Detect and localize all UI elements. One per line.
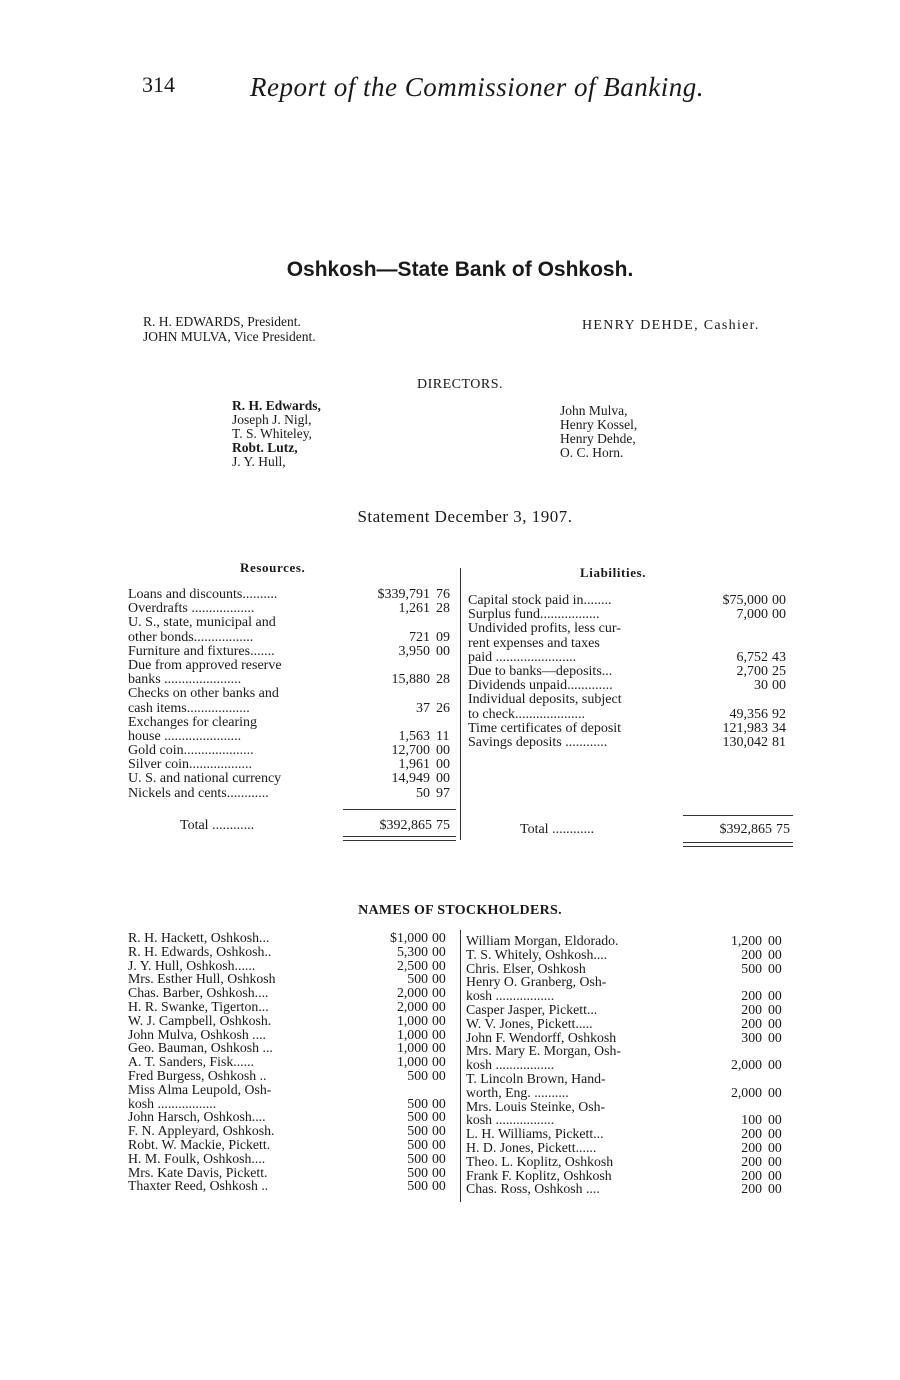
officer-president: R. H. EDWARDS, President. [143, 314, 301, 329]
stockholder-row-label: F. N. Appleyard, Oshkosh. [128, 1124, 275, 1138]
liability-row-cents: 00 [772, 593, 786, 608]
director-name: R. H. Edwards, [232, 398, 321, 413]
stockholder-row-label: kosh ................. [466, 1058, 555, 1072]
resource-row-cents: 76 [436, 587, 450, 602]
stockholder-row-cents: 00 [432, 998, 446, 1014]
stockholder-row-label: T. S. Whitely, Oshkosh.... [466, 947, 608, 962]
stockholder-row-amount: 500 [407, 1067, 428, 1083]
stockholder-row-label: W. V. Jones, Pickett..... [466, 1016, 593, 1031]
resource-row-label: Due from approved reserve [128, 658, 282, 673]
resource-row [128, 702, 458, 716]
resource-row-cents: 97 [436, 785, 450, 801]
liabilities-total-amount: $392,865 [719, 822, 772, 837]
director-name: Henry Kossel, [560, 417, 638, 432]
stockholder-row [466, 1100, 796, 1114]
stockholder-row-label: Mrs. Louis Steinke, Osh- [466, 1099, 606, 1114]
stockholder-row-amount: 2,000 [730, 1057, 762, 1073]
resource-row [128, 687, 458, 701]
stockholder-row-cents: 00 [432, 985, 446, 1001]
resource-row-cents: 00 [436, 643, 450, 659]
liability-row-label: Due to banks—deposits... [468, 664, 613, 679]
resource-row-label: Loans and discounts.......... [128, 588, 278, 602]
resource-row [128, 616, 458, 630]
stockholder-row-label: A. T. Sanders, Fisk...... [128, 1055, 254, 1069]
resource-row-cents: 28 [436, 601, 450, 617]
directors-heading: DIRECTORS. [416, 377, 504, 392]
stockholder-row-cents: 00 [768, 1139, 782, 1155]
stockholder-row-amount: 500 [407, 971, 428, 987]
resource-row [128, 659, 458, 673]
stockholder-row-amount: 1,200 [730, 933, 762, 948]
stockholder-row-cents: 00 [768, 1181, 782, 1197]
stockholder-row [128, 959, 458, 973]
stockholder-row [466, 1086, 796, 1100]
stockholder-row-cents: 00 [768, 1015, 782, 1031]
stockholder-row [128, 1110, 458, 1124]
stockholder-row-amount: 2,500 [396, 957, 428, 973]
stockholder-row-amount: 200 [741, 1015, 762, 1031]
resource-row-label: banks ...................... [128, 673, 242, 688]
stockholder-row-amount: 500 [407, 1095, 428, 1111]
resource-row [128, 787, 458, 801]
resource-row-label: Gold coin.................... [128, 744, 254, 759]
stockholder-row [466, 1141, 796, 1155]
director-name: Joseph J. Nigl, [232, 412, 312, 427]
stockholder-row [128, 945, 458, 959]
stockholder-row-label: Frank F. Koplitz, Oshkosh [466, 1168, 612, 1183]
stockholder-row [128, 1166, 458, 1180]
stockholder-row [128, 1124, 458, 1138]
resource-row-amount: 50 [416, 785, 430, 801]
resource-row-amount: 1,563 [398, 728, 430, 744]
stockholder-row [466, 934, 796, 948]
liabilities-list [468, 594, 798, 750]
liability-row [468, 722, 798, 736]
resources-total-amount: $392,865 [379, 818, 432, 833]
stockholder-row [128, 1097, 458, 1111]
stockholder-row [466, 1017, 796, 1031]
stockholders-right-list [466, 934, 796, 1196]
stockholder-row [128, 1041, 458, 1055]
stockholder-row-cents: 00 [768, 946, 782, 962]
stockholder-row-label: Theo. L. Koplitz, Oshkosh [466, 1154, 614, 1169]
resources-double-rule [343, 836, 456, 837]
stockholder-row [466, 975, 796, 989]
stockholder-row-cents: 00 [768, 1167, 782, 1183]
running-title: Report of the Commissioner of Banking. [250, 72, 704, 102]
resource-row-amount: 721 [409, 629, 430, 645]
stockholder-row [466, 948, 796, 962]
liabilities-total-label: Total ............ [520, 822, 595, 837]
liabilities-total-row [520, 822, 800, 838]
stockholder-row-cents: 00 [768, 988, 782, 1004]
resource-row-amount: 15,880 [391, 672, 430, 688]
stockholder-row [466, 1031, 796, 1045]
liability-row-label: Individual deposits, subject [468, 693, 622, 708]
stockholder-row-label: worth, Eng. .......... [466, 1085, 569, 1100]
stockholder-row-label: H. R. Swanke, Tigerton... [128, 999, 269, 1014]
liability-row-label: Surplus fund................. [468, 608, 600, 623]
stockholder-row-cents: 00 [768, 1112, 782, 1128]
stockholder-row-cents: 00 [432, 1095, 446, 1111]
resources-total-cents: 75 [436, 818, 450, 833]
bank-title: Oshkosh—State Bank of Oshkosh. [286, 258, 634, 281]
stockholder-row-cents: 00 [768, 1153, 782, 1169]
stockholder-row-label: Chas. Barber, Oshkosh.... [128, 986, 269, 1000]
stockholder-row [128, 1055, 458, 1069]
stockholder-row-amount: 5,300 [396, 943, 428, 959]
stockholder-row-label: L. H. Williams, Pickett... [466, 1127, 604, 1141]
resource-row [128, 758, 458, 772]
resource-row-label: Overdrafts .................. [128, 602, 255, 617]
resources-total-row [180, 818, 460, 834]
liability-row-amount: 49,356 [729, 706, 768, 722]
stockholder-row-label: T. Lincoln Brown, Hand- [466, 1071, 606, 1086]
liability-row [468, 651, 798, 665]
liability-row-label: Time certificates of deposit [468, 721, 622, 736]
stockholder-row [466, 1058, 796, 1072]
resource-row-label: U. S., state, municipal and [128, 616, 276, 631]
stockholder-row-cents: 00 [768, 1029, 782, 1045]
stockholder-row-label: Geo. Bauman, Oshkosh ... [128, 1041, 273, 1056]
resources-double-rule [343, 840, 456, 841]
liability-row-label: paid ....................... [468, 650, 577, 665]
resource-row-amount: 1,261 [398, 601, 430, 617]
stockholder-row-cents: 00 [768, 1126, 782, 1142]
resource-row-amount: 3,950 [398, 643, 430, 659]
liability-row [468, 637, 798, 651]
liability-row-amount: 30 [754, 678, 768, 694]
stockholder-row-label: R. H. Hackett, Oshkosh... [128, 931, 270, 945]
stockholder-row-cents: 00 [768, 933, 782, 948]
liability-row-label: rent expenses and taxes [468, 636, 600, 651]
resource-row-cents: 11 [436, 728, 450, 744]
statement-heading: Statement December 3, 1907. [357, 507, 573, 526]
stockholder-row [466, 1113, 796, 1127]
stockholder-row-cents: 00 [432, 971, 446, 987]
stockholder-row-label: John Mulva, Oshkosh .... [128, 1027, 266, 1042]
stockholder-row-amount: 200 [741, 946, 762, 962]
resource-row-amount: 14,949 [391, 771, 430, 787]
stockholder-row-amount: 200 [741, 988, 762, 1004]
stockholder-row [128, 986, 458, 1000]
officers-left [143, 314, 316, 344]
stockholder-row-label: Casper Jasper, Pickett... [466, 1002, 598, 1017]
liability-row-label: Capital stock paid in........ [468, 594, 612, 608]
stockholder-row [466, 1182, 796, 1196]
stockholder-row [128, 1138, 458, 1152]
resource-row-amount: 1,961 [398, 757, 430, 773]
stockholder-row-amount: 500 [407, 1136, 428, 1152]
stockholder-row-cents: 00 [432, 1178, 446, 1194]
resource-row-label: house ...................... [128, 729, 242, 744]
stockholder-row-amount: 500 [741, 960, 762, 976]
stockholder-row-cents: 00 [432, 1164, 446, 1180]
stockholder-row-cents: 00 [432, 930, 446, 945]
stockholder-row-label: Fred Burgess, Oshkosh .. [128, 1068, 267, 1083]
stockholder-row [128, 1000, 458, 1014]
resource-row-label: Furniture and fixtures....... [128, 644, 275, 659]
stockholder-row [466, 1044, 796, 1058]
director-name: John Mulva, [560, 403, 628, 418]
stockholders-divider [460, 930, 461, 1202]
resource-row [128, 631, 458, 645]
stockholder-row [128, 931, 458, 945]
stockholder-row-cents: 00 [432, 957, 446, 973]
stockholder-row-cents: 00 [432, 1067, 446, 1083]
stockholder-row-amount: 200 [741, 1001, 762, 1017]
resource-row-cents: 26 [436, 700, 450, 716]
stockholder-row-amount: 1,000 [396, 1040, 428, 1056]
stockholder-row [128, 1014, 458, 1028]
stockholder-row-cents: 00 [432, 1026, 446, 1042]
resource-row [128, 744, 458, 758]
stockholder-row-amount: 200 [741, 1181, 762, 1197]
resource-row-label: other bonds................. [128, 630, 254, 645]
resource-row-label: cash items.................. [128, 701, 250, 716]
stockholder-row [128, 1083, 458, 1097]
director-name: Henry Dehde, [560, 431, 636, 446]
resource-row [128, 673, 458, 687]
stockholder-row [466, 1072, 796, 1086]
stockholder-row [466, 1003, 796, 1017]
resource-row [128, 588, 458, 602]
stockholder-row [128, 972, 458, 986]
stockholder-row [128, 1152, 458, 1166]
resources-total-rule [343, 809, 456, 810]
stockholder-row-amount: 200 [741, 1126, 762, 1142]
stockholder-row [466, 1155, 796, 1169]
resource-row-label: Nickels and cents............ [128, 786, 269, 801]
resource-row-cents: 00 [436, 771, 450, 787]
resource-row-amount: 37 [416, 700, 430, 716]
stockholder-row [466, 989, 796, 1003]
liability-row-label: Undivided profits, less cur- [468, 622, 621, 637]
liability-row-amount: 6,752 [736, 649, 768, 665]
director-name: T. S. Whiteley, [232, 426, 312, 441]
directors-left-column [232, 399, 321, 469]
stockholder-row-amount: 500 [407, 1150, 428, 1166]
stockholder-row [128, 1028, 458, 1042]
resource-row-amount: $339,791 [377, 587, 430, 602]
liabilities-heading: Liabilities. [580, 565, 647, 580]
directors-right-column [560, 404, 637, 460]
resource-row [128, 716, 458, 730]
liabilities-double-rule [683, 842, 793, 843]
stockholder-row-amount: 2,000 [396, 998, 428, 1014]
resource-row-label: Checks on other banks and [128, 687, 279, 702]
stockholder-row-label: J. Y. Hull, Oshkosh...... [128, 958, 256, 973]
stockholder-row-label: William Morgan, Eldorado. [466, 934, 619, 948]
stockholder-row-amount: 2,000 [730, 1084, 762, 1100]
page-number: 314 [142, 72, 175, 97]
officer-cashier: HENRY DEHDE, Cashier. [582, 318, 760, 333]
resource-row-label: Exchanges for clearing [128, 715, 258, 730]
director-name: O. C. Horn. [560, 445, 624, 460]
liability-row-amount: 2,700 [736, 663, 768, 679]
liability-row [468, 608, 798, 622]
liability-row [468, 708, 798, 722]
resource-row [128, 645, 458, 659]
resource-row [128, 730, 458, 744]
stockholder-row-amount: 200 [741, 1153, 762, 1169]
stockholder-row-amount: 1,000 [396, 1054, 428, 1070]
officer-vice-president: JOHN MULVA, Vice President. [143, 329, 316, 344]
stockholder-row-label: Chas. Ross, Oshkosh .... [466, 1182, 600, 1197]
stockholder-row-cents: 00 [768, 1084, 782, 1100]
liability-row-cents: 00 [772, 607, 786, 623]
liability-row-label: Dividends unpaid............. [468, 679, 613, 694]
stockholder-row-cents: 00 [432, 1136, 446, 1152]
stockholder-row-label: kosh ................. [128, 1096, 217, 1111]
resources-list [128, 588, 458, 801]
stockholder-row-amount: 500 [407, 1178, 428, 1194]
liability-row [468, 622, 798, 636]
director-name: Robt. Lutz, [232, 440, 298, 455]
stockholder-row-label: John Harsch, Oshkosh.... [128, 1110, 266, 1125]
liabilities-total-rule [683, 815, 793, 816]
stockholder-row-cents: 00 [432, 1109, 446, 1125]
liability-row-amount: $75,000 [722, 593, 768, 608]
stockholder-row-label: Thaxter Reed, Oshkosh .. [128, 1179, 269, 1194]
stockholder-row-amount: 2,000 [396, 985, 428, 1001]
stockholder-row-amount: 500 [407, 1123, 428, 1139]
stockholder-row [128, 1179, 458, 1193]
stockholder-row-label: kosh ................. [466, 989, 555, 1003]
liability-row-cents: 34 [772, 720, 786, 736]
liability-row-amount: 121,983 [722, 720, 768, 736]
liabilities-double-rule [683, 846, 793, 847]
resources-heading: Resources. [240, 560, 306, 575]
resource-row [128, 772, 458, 786]
stockholders-left-list [128, 931, 458, 1193]
stockholder-row-amount: 100 [741, 1112, 762, 1128]
resource-row-cents: 00 [436, 743, 450, 759]
stockholder-row-cents: 00 [432, 1150, 446, 1166]
stockholder-row-amount: 500 [407, 1109, 428, 1125]
stockholder-row-amount: 200 [741, 1139, 762, 1155]
liability-row-cents: 25 [772, 663, 786, 679]
resource-row-cents: 28 [436, 672, 450, 688]
stockholder-row-label: Miss Alma Leupold, Osh- [128, 1082, 272, 1097]
liability-row [468, 679, 798, 693]
stockholder-row [466, 962, 796, 976]
stockholder-row-cents: 00 [768, 1057, 782, 1073]
stockholder-row-label: kosh ................. [466, 1113, 555, 1128]
liability-row-amount: 130,042 [722, 734, 768, 750]
stockholder-row-amount: 200 [741, 1167, 762, 1183]
stockholder-row-cents: 00 [432, 943, 446, 959]
liability-row [468, 736, 798, 750]
liability-row-label: Savings deposits ............ [468, 735, 608, 750]
stockholder-row-label: H. D. Jones, Pickett...... [466, 1140, 597, 1155]
stockholder-row-amount: 300 [741, 1029, 762, 1045]
stockholder-row [128, 1069, 458, 1083]
resource-row-label: Silver coin.................. [128, 758, 253, 773]
stockholder-row [466, 1127, 796, 1141]
liability-row-amount: 7,000 [736, 607, 768, 623]
liability-row-cents: 92 [772, 706, 786, 722]
liabilities-total-cents: 75 [776, 822, 790, 837]
director-name: J. Y. Hull, [232, 454, 286, 469]
stockholder-row-label: Robt. W. Mackie, Pickett. [128, 1137, 271, 1152]
stockholder-row-cents: 00 [432, 1054, 446, 1070]
resource-row-amount: 12,700 [391, 743, 430, 759]
resource-row-cents: 09 [436, 629, 450, 645]
liability-row-cents: 81 [772, 734, 786, 750]
stockholder-row-cents: 00 [768, 1001, 782, 1017]
stockholder-row-label: H. M. Foulk, Oshkosh.... [128, 1151, 266, 1166]
stockholder-row-label: Mrs. Mary E. Morgan, Osh- [466, 1044, 621, 1059]
resource-row-label: U. S. and national currency [128, 772, 282, 787]
liability-row [468, 665, 798, 679]
resource-row [128, 602, 458, 616]
stockholder-row-amount: 1,000 [396, 1012, 428, 1028]
liability-row-cents: 00 [772, 678, 786, 694]
stockholder-row-label: W. J. Campbell, Oshkosh. [128, 1013, 272, 1028]
stockholder-row-cents: 00 [432, 1040, 446, 1056]
stockholder-row-label: Henry O. Granberg, Osh- [466, 975, 607, 990]
stockholder-row-label: R. H. Edwards, Oshkosh.. [128, 944, 272, 959]
liability-row-cents: 43 [772, 649, 786, 665]
stockholders-heading: NAMES OF STOCKHOLDERS. [358, 903, 562, 918]
stockholder-row-label: John F. Wendorff, Oshkosh [466, 1030, 617, 1045]
resource-row-cents: 00 [436, 757, 450, 773]
stockholder-row-label: Mrs. Kate Davis, Pickett. [128, 1165, 268, 1180]
stockholder-row-amount: 1,000 [396, 1026, 428, 1042]
stockholder-row-label: Mrs. Esther Hull, Oshkosh [128, 972, 276, 987]
stockholder-row-amount: 500 [407, 1164, 428, 1180]
liability-row-label: to check.................... [468, 707, 586, 722]
stockholder-row [466, 1169, 796, 1183]
stockholder-row-cents: 00 [432, 1012, 446, 1028]
stockholder-row-amount: $1,000 [390, 930, 428, 945]
stockholder-row-cents: 00 [432, 1123, 446, 1139]
liability-row [468, 693, 798, 707]
column-divider [460, 568, 461, 840]
liability-row [468, 594, 798, 608]
resources-total-label: Total ............ [180, 818, 255, 833]
stockholder-row-label: Chris. Elser, Oshkosh [466, 961, 586, 976]
stockholder-row-cents: 00 [768, 960, 782, 976]
